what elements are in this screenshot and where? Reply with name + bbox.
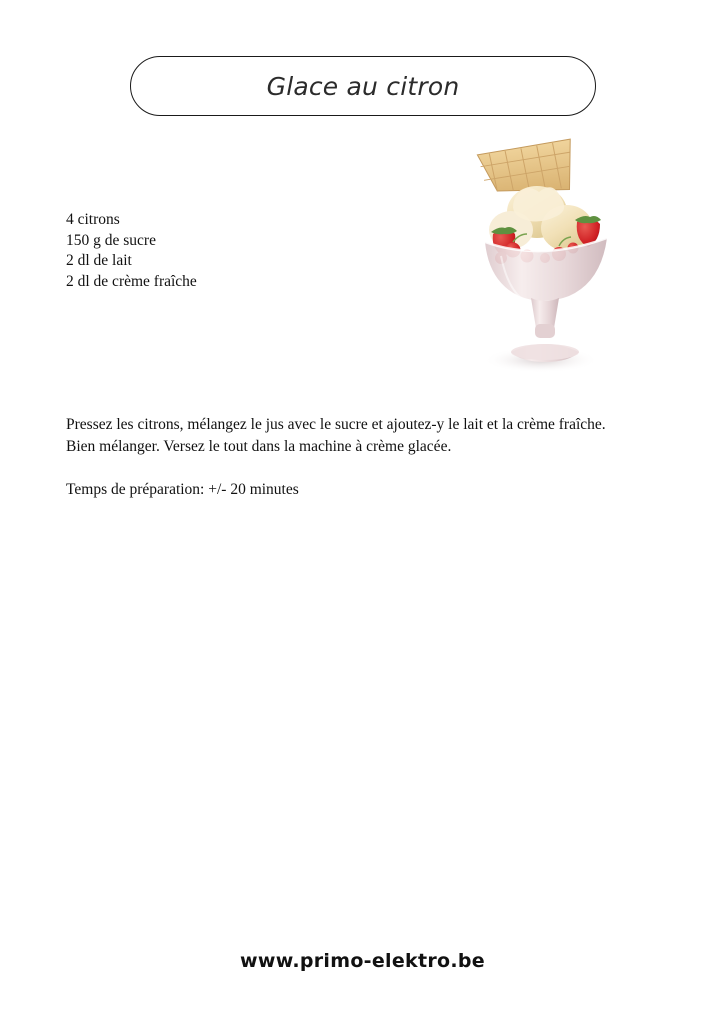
ingredient-item: 150 g de sucre — [66, 231, 156, 249]
ingredients-list — [66, 210, 366, 292]
preparation-time: Temps de préparation: +/- 20 minutes — [66, 481, 299, 498]
recipe-title-pill — [130, 56, 596, 116]
ingredient-item: 4 citrons — [66, 211, 120, 228]
dessert-illustration — [455, 138, 637, 378]
instructions-text: Pressez les citrons, mélangez le jus avec le sucre et ajoutez-y le lait et la crème fraîche. Bien mélanger. Versez le tout dans la machine à crème glacée. — [66, 416, 606, 455]
footer-website: www.primo-elektro.be — [239, 950, 485, 972]
ingredient-item: 2 dl de lait — [66, 252, 132, 270]
page-title: Glace au citron — [266, 71, 460, 101]
dessert-photo — [455, 138, 637, 378]
ingredient-item: 2 dl de crème fraîche — [66, 272, 197, 290]
